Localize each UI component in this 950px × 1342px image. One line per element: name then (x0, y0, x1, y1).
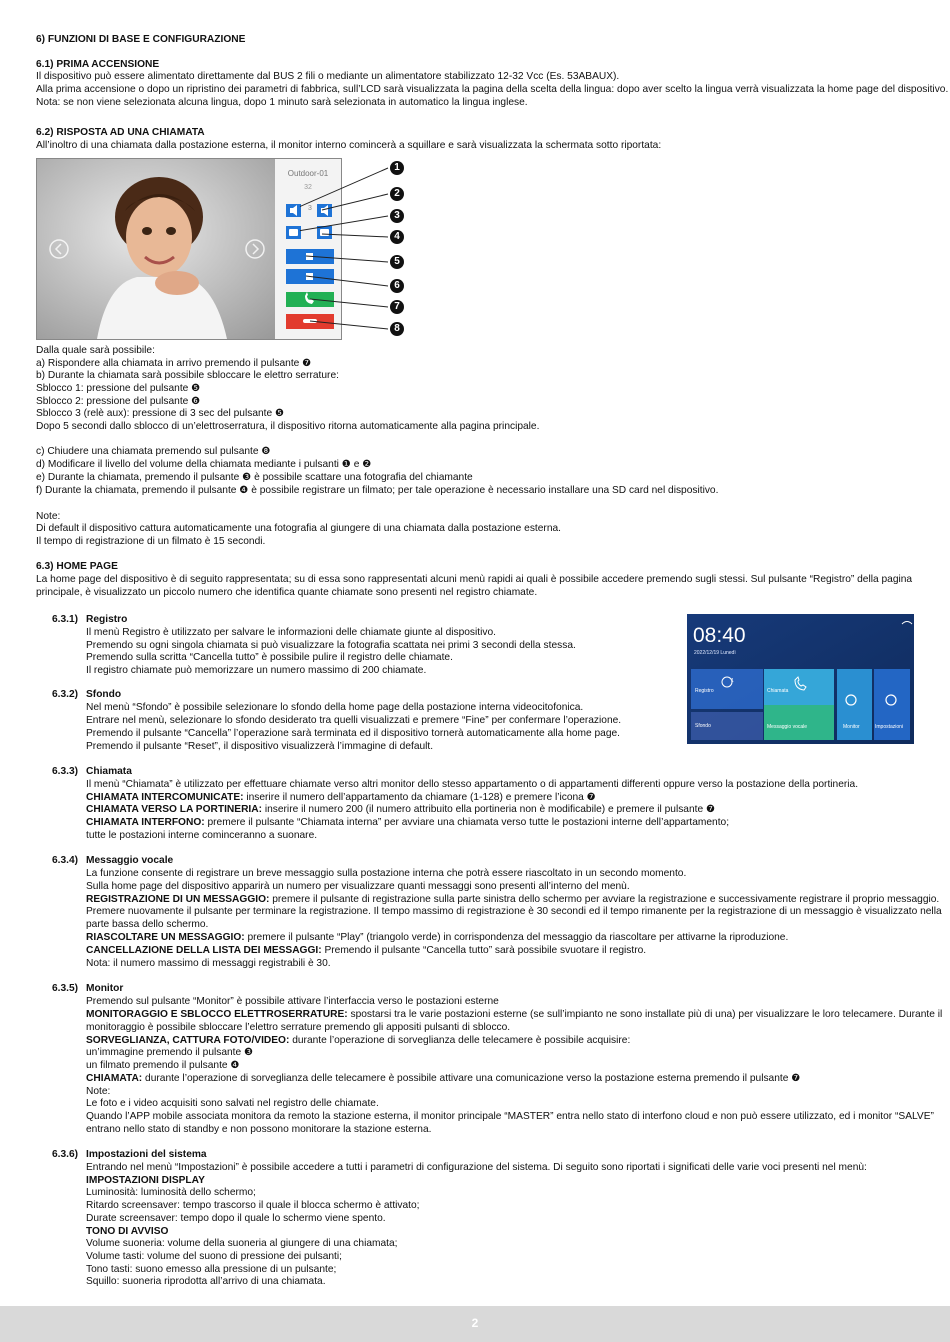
paragraph-line: Tono tasti: suono emesso alla pressione di un pulsante; (86, 1264, 337, 1275)
page-title: 6) FUNZIONI DI BASE E CONFIGURAZIONE (36, 34, 246, 45)
paragraph-line: Premere nuovamente il pulsante per terminare la registrazione. Il tempo massimo di registrazione è 30 secondi ed il tempo rimanente per la registrazione di un messaggio è visualizzato nella (86, 906, 942, 917)
label-text: durante l’operazione di sorveglianza delle telecamere è possibile attivare una comunicazione verso la postazione esterna premendo il pulsante ❼ (142, 1073, 801, 1084)
callout-4: 4 (390, 230, 404, 244)
paragraph-line: La funzione consente di registrare un breve messaggio sulla postazione interna che potrà essere riascoltato in un secondo momento. (86, 868, 687, 879)
label-bold: CHIAMATA INTERCOMUNICATE: (86, 792, 244, 803)
label-text: inserire il numero 200 (il numero attribuito ella portineria non è modificabile) e premere il pulsante ❼ (262, 804, 716, 815)
subsection-number: 6.3.3) (52, 766, 79, 777)
call-screen-figure (36, 158, 342, 340)
paragraph-line: Sblocco 2: pressione del pulsante ❻ (36, 396, 201, 407)
label-text: premere il pulsante di registrazione sulla parte sinistra dello schermo per avviare la registrazione e successivamente registrare il proprio messaggio. (269, 894, 940, 905)
settings-heading: TONO DI AVVISO (86, 1226, 169, 1237)
paragraph-line (86, 1009, 942, 1022)
home-page-figure (687, 614, 914, 744)
subsection-number: 6.3.2) (52, 689, 79, 700)
paragraph-line: Entrando nel menù “Impostazioni” è possibile accedere a tutti i parametri di configurazione del sistema. Di seguito sono riportati i significati delle varie voci presenti nel menù: (86, 1162, 867, 1173)
paragraph-line: Note: (86, 1086, 111, 1097)
paragraph-line (86, 1073, 800, 1086)
settings-heading: IMPOSTAZIONI DISPLAY (86, 1175, 205, 1186)
subsection-number: 6.3.6) (52, 1149, 79, 1160)
subsection-number: 6.3.1) (52, 614, 79, 625)
station-number: 32 (304, 184, 312, 191)
label-bold: MONITORAGGIO E SBLOCCO ELETTROSERRATURE: (86, 1009, 348, 1020)
paragraph-line: Il menù “Chiamata” è utilizzato per effettuare chiamate verso altri monitor dello stesso appartamento o di appartamenti differenti oppure verso la postazione della portineria. (86, 779, 859, 790)
section-6-3-heading: 6.3) HOME PAGE (36, 561, 118, 572)
label-bold: CHIAMATA VERSO LA PORTINERIA: (86, 804, 263, 815)
paragraph-line: Durate screensaver: tempo dopo il quale lo schermo viene spento. (86, 1213, 386, 1224)
label-bold: CHIAMATA INTERFONO: (86, 817, 205, 828)
callout-6: 6 (390, 279, 404, 293)
label-text: spostarsi tra le varie postazioni esterne (se sull’impianto ne sono installate più di una) per visualizzare le loro telecamere. Durante il (347, 1009, 943, 1020)
callout-7: 7 (390, 300, 404, 314)
paragraph-line (86, 792, 596, 805)
note-line: Note: (36, 511, 61, 522)
paragraph-line: un filmato premendo il pulsante ❹ (86, 1060, 240, 1071)
paragraph-line (86, 932, 788, 945)
label-text: Premendo il pulsante “Cancella tutto” sarà possibile svuotare il registro. (321, 945, 647, 956)
callout-5: 5 (390, 255, 404, 269)
tile-chiamata[interactable]: Chiamata (767, 688, 789, 694)
subsection-title: Messaggio vocale (86, 855, 174, 866)
tile-messaggio-vocale[interactable]: Messaggio vocale (767, 724, 808, 730)
paragraph-line: Squillo: suoneria riprodotta all’arrivo di una chiamata. (86, 1276, 326, 1287)
paragraph-line (86, 894, 939, 907)
paragraph-line: Il menù Registro è utilizzato per salvare le informazioni delle chiamate giunte al dispositivo. (86, 627, 496, 638)
registro-badge: 1 (731, 678, 734, 684)
subsection-title: Impostazioni del sistema (86, 1149, 207, 1160)
paragraph-line: All’inoltro di una chiamata dalla postazione esterna, il monitor interno comincerà a squillare e sarà visualizzata la schermata sotto riportata: (36, 140, 662, 151)
paragraph-line: Luminosità: luminosità dello schermo; (86, 1187, 256, 1198)
paragraph-line: Premendo il pulsante “Cancella” l’operazione sarà terminata ed il dispositivo tornerà automaticamente alla home page. (86, 728, 621, 739)
section-6-2-heading: 6.2) RISPOSTA AD UNA CHIAMATA (36, 127, 205, 138)
paragraph-line: Alla prima accensione o dopo un ripristino dei parametri di fabbrica, sull’LCD sarà visualizzata la pagina della scelta della lingua: dopo aver scelto la lingua verrà visualizzata la home page del dispositivo. (36, 84, 949, 95)
note-line: Di default il dispositivo cattura automaticamente una fotografia al giungere di una chiamata dalla postazione esterna. (36, 523, 561, 534)
page-number: 2 (471, 1316, 479, 1330)
label-text: premere il pulsante “Play” (triangolo verde) in corrispondenza del messaggio da riascoltare per attivarne la riproduzione. (244, 932, 789, 943)
subsection-title: Monitor (86, 983, 124, 994)
paragraph-line: c) Chiudere una chiamata premendo sul pulsante ❽ (36, 446, 271, 457)
section-6-1-heading: 6.1) PRIMA ACCENSIONE (36, 59, 160, 70)
paragraph-line: Nota: se non viene selezionata alcuna lingua, dopo 1 minuto sarà selezionata in automatico la lingua inglese. (36, 97, 528, 108)
paragraph-line: Premendo il pulsante “Reset”, il dispositivo visualizzerà l’immagine di default. (86, 741, 434, 752)
paragraph-line: tutte le postazioni interne cominceranno a suonare. (86, 830, 318, 841)
paragraph-line (86, 817, 729, 830)
paragraph-line: Premendo sulla scritta “Cancella tutto” è possibile pulire il registro delle chiamate. (86, 652, 453, 663)
clock-date: 2022/12/19 Lunedì (694, 650, 736, 656)
paragraph-line: Sblocco 1: pressione del pulsante ❺ (36, 383, 201, 394)
paragraph-line: e) Durante la chiamata, premendo il pulsante ❸ è possibile scattare una fotografia del chiamante (36, 472, 473, 483)
paragraph-line: Nel menù “Sfondo” è possibile selezionare lo sfondo della home page della postazione interna videocitofonica. (86, 702, 584, 713)
paragraph-line: Il dispositivo può essere alimentato direttamente dal BUS 2 fili o mediante un alimentatore stabilizzato 12-32 Vcc (Es. 53ABAUX). (36, 71, 620, 82)
subsection-number: 6.3.5) (52, 983, 79, 994)
paragraph-line: f) Durante la chiamata, premendo il pulsante ❹ è possibile registrare un filmato; per tale operazione è necessario installare una SD card nel dispositivo. (36, 485, 719, 496)
tile-registro[interactable]: Registro (695, 688, 714, 694)
label-text: durante l’operazione di sorveglianza delle telecamere è possibile acquisire: (289, 1035, 631, 1046)
tile-impostazioni[interactable]: Impostazioni (875, 724, 904, 730)
subsection-title: Chiamata (86, 766, 132, 777)
paragraph-line: Sulla home page del dispositivo apparirà un numero per visualizzare quanti messaggi sono presenti all’interno del menù. (86, 881, 630, 892)
subsection-title: Sfondo (86, 689, 122, 700)
paragraph-line: Sblocco 3 (relè aux): pressione di 3 sec del pulsante ❺ (36, 408, 285, 419)
label-bold: CANCELLAZIONE DELLA LISTA DEI MESSAGGI: (86, 945, 322, 956)
paragraph-line: Le foto e i video acquisiti sono salvati nel registro delle chiamate. (86, 1098, 379, 1109)
paragraph-line: d) Modificare il livello del volume della chiamata mediante i pulsanti ❶ e ❷ (36, 459, 372, 470)
label-text: inserire il numero dell’appartamento da chiamare (1-128) e premere l’icona ❼ (243, 792, 596, 803)
subsection-title: Registro (86, 614, 128, 625)
paragraph-line: Entrare nel menù, selezionare lo sfondo desiderato tra quelli visualizzati e premere “Fine” per confermare l’operazione. (86, 715, 622, 726)
paragraph: La home page del dispositivo è di seguito rappresentata; su di essa sono rappresentati alcuni menù rapidi ai quali è possibile accedere premendo sugli stessi. Sul pulsante “Registro” della pagina principale, è visualizzato un piccolo numero che identifica quante chiamate sono presenti nel registro chiamate. (36, 574, 913, 598)
paragraph-line: parte bassa dello schermo. (86, 919, 209, 930)
paragraph-line: Volume tasti: volume del suono di pressione dei pulsanti; (86, 1251, 342, 1262)
paragraph-line: entrano nello stato di standby e non possono monitorare la stazione esterna. (86, 1124, 432, 1135)
tile-sfondo[interactable]: Sfondo (695, 723, 711, 729)
paragraph-line (86, 945, 646, 958)
paragraph-line: Nota: il numero massimo di messaggi registrabili è 30. (86, 958, 331, 969)
outdoor-station-label: Outdoor-01 (287, 169, 329, 178)
subsection-number: 6.3.4) (52, 855, 79, 866)
page-footer (0, 1306, 950, 1342)
paragraph-line: a) Rispondere alla chiamata in arrivo premendo il pulsante ❼ (36, 358, 312, 369)
label-bold: SORVEGLIANZA, CATTURA FOTO/VIDEO: (86, 1035, 290, 1046)
paragraph-line: monitoraggio è possibile sbloccare l’elettro serrature premendo gli appositi pulsanti di sblocco. (86, 1022, 511, 1033)
callout-1: 1 (390, 161, 404, 175)
paragraph-line: Dalla quale sarà possibile: (36, 345, 155, 356)
paragraph-line: Premendo sul pulsante “Monitor” è possibile attivare l’interfaccia verso le postazioni esterne (86, 996, 499, 1007)
paragraph-line: Premendo su ogni singola chiamata si può visualizzare la fotografia scattata nei primi 3 secondi della stessa. (86, 640, 576, 651)
label-bold: REGISTRAZIONE DI UN MESSAGGIO: (86, 894, 270, 905)
paragraph-line: b) Durante la chiamata sarà possibile sbloccare le elettro serrature: (36, 370, 339, 381)
paragraph-line: Dopo 5 secondi dallo sblocco di un’elettroserratura, il dispositivo ritorna automaticamente alla pagina principale. (36, 421, 540, 432)
label-bold: CHIAMATA: (86, 1073, 143, 1084)
callout-2: 2 (390, 187, 404, 201)
paragraph-line: Ritardo screensaver: tempo trascorso il quale il blocca schermo è attivato; (86, 1200, 420, 1211)
paragraph-line: Volume suoneria: volume della suoneria al giungere di una chiamata; (86, 1238, 398, 1249)
note-line: Il tempo di registrazione di un filmato è 15 secondi. (36, 536, 266, 547)
volume-level: 3 (308, 205, 312, 212)
paragraph-line: Il registro chiamate può memorizzare un numero massimo di 200 chiamate. (86, 665, 427, 676)
label-bold: RIASCOLTARE UN MESSAGGIO: (86, 932, 245, 943)
callout-8: 8 (390, 322, 404, 336)
paragraph-line: Quando l’APP mobile associata monitora da remoto la stazione esterna, il monitor principale “MASTER” entra nello stato di interfono cloud e non può essere utilizzato, ed i monitor “SALVE” (86, 1111, 934, 1122)
label-text: premere il pulsante “Chiamata interna” per avviare una chiamata verso tutte le postazioni interne dell’appartamento; (204, 817, 730, 828)
clock-time: 08:40 (693, 624, 746, 647)
paragraph-line (86, 1035, 630, 1048)
paragraph-line (86, 804, 715, 817)
callout-3: 3 (390, 209, 404, 223)
paragraph-line: un’immagine premendo il pulsante ❸ (86, 1047, 254, 1058)
tile-monitor[interactable]: Monitor (843, 724, 860, 730)
